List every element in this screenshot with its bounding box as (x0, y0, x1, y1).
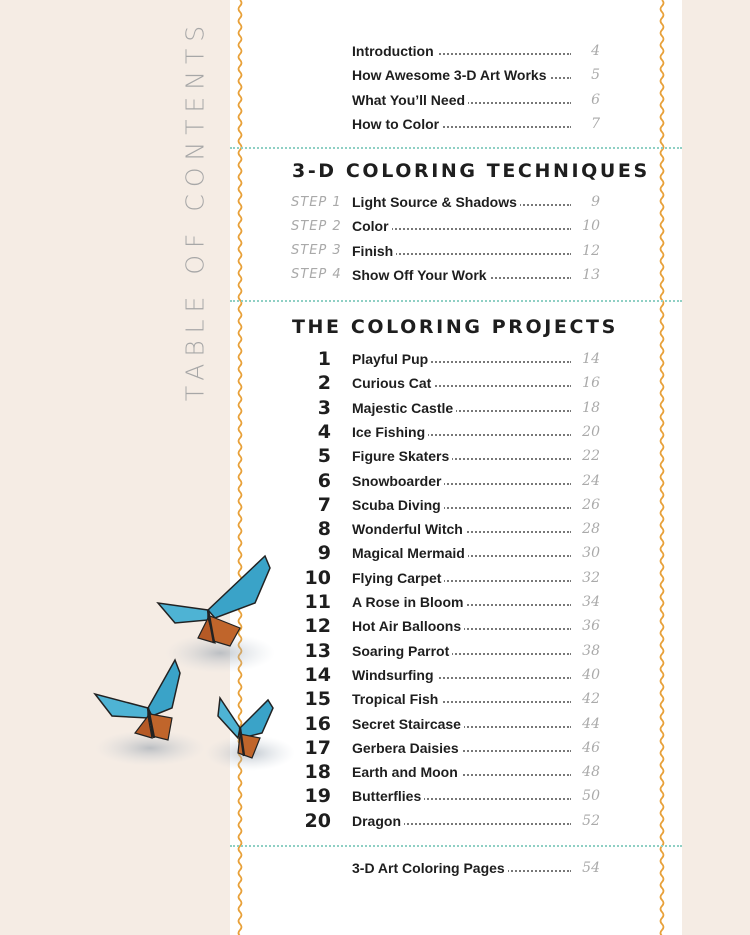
butterfly-left-icon (95, 660, 180, 740)
project-number: 13 (304, 639, 331, 662)
divider (230, 845, 682, 847)
toc-row[interactable] (290, 398, 600, 418)
page-number: 14 (571, 351, 600, 367)
entry-title: Windsurfing (352, 667, 437, 683)
project-number: 10 (304, 566, 331, 589)
entry-title: Earth and Moon (352, 764, 461, 780)
three-butterflies-icon (90, 548, 300, 798)
page-number: 40 (571, 667, 600, 683)
step-label: STEP 4 (291, 267, 342, 283)
entry-title: Flying Carpet (352, 570, 444, 586)
projects-heading: THE COLORING PROJECTS (292, 316, 618, 338)
toc-row[interactable] (290, 349, 600, 369)
entry-title: Figure Skaters (352, 448, 452, 464)
project-number: 11 (304, 591, 331, 613)
toc-row[interactable] (290, 114, 600, 134)
toc-row[interactable] (290, 373, 600, 393)
page-number: 12 (571, 243, 600, 259)
toc-row[interactable] (290, 90, 600, 110)
project-number: 2 (317, 372, 331, 395)
project-number: 18 (304, 761, 331, 784)
entry-title: Ice Fishing (352, 424, 428, 440)
toc-row[interactable] (290, 568, 600, 588)
step-label: STEP 3 (291, 243, 342, 259)
entry-title: Magical Mermaid (352, 545, 468, 561)
entry-title: A Rose in Bloom (352, 594, 467, 610)
toc-row[interactable] (290, 543, 600, 563)
page-number: 46 (571, 740, 600, 756)
toc-row[interactable] (290, 714, 600, 734)
page-number: 52 (571, 813, 600, 829)
toc-row[interactable] (290, 738, 600, 758)
entry-title: Scuba Diving (352, 497, 444, 513)
toc-row[interactable] (290, 265, 600, 285)
entry-title: Soaring Parrot (352, 643, 452, 659)
step-label: STEP 2 (291, 218, 342, 234)
divider (230, 147, 682, 149)
entry-title: Introduction (352, 43, 437, 59)
page-number: 9 (571, 194, 600, 210)
page-number: 18 (571, 400, 600, 416)
project-number: 1 (317, 348, 331, 370)
page-number: 6 (571, 92, 600, 108)
toc-row[interactable] (290, 592, 600, 612)
page-number: 54 (571, 860, 600, 876)
toc-row[interactable] (290, 665, 600, 685)
project-number: 7 (317, 493, 331, 516)
toc-row[interactable] (290, 41, 600, 61)
page-number: 30 (571, 545, 600, 561)
toc-row[interactable] (290, 786, 600, 806)
toc-row[interactable] (290, 616, 600, 636)
page-number: 48 (571, 764, 600, 780)
table-of-contents-label: TABLE OF CONTENTS (180, 18, 210, 402)
project-number: 19 (304, 785, 331, 808)
toc-row[interactable] (290, 689, 600, 709)
page-number: 36 (571, 618, 600, 634)
toc-row[interactable] (290, 422, 600, 442)
page-number: 22 (571, 448, 600, 464)
project-number: 3 (317, 396, 331, 419)
entry-title: Color (352, 218, 392, 234)
toc-row[interactable] (290, 641, 600, 661)
entry-title: Butterflies (352, 788, 424, 804)
techniques-heading: 3-D COLORING TECHNIQUES (292, 160, 650, 182)
project-number: 4 (317, 420, 331, 443)
toc-row[interactable] (290, 495, 600, 515)
entry-title: Majestic Castle (352, 400, 456, 416)
page-number: 16 (571, 375, 600, 391)
entry-title: How to Color (352, 116, 442, 132)
project-number: 16 (304, 712, 331, 735)
page-number: 24 (571, 473, 600, 489)
entry-title: Gerbera Daisies (352, 740, 462, 756)
entry-title: Wonderful Witch (352, 521, 466, 537)
project-number: 20 (304, 809, 331, 832)
project-number: 12 (304, 615, 331, 638)
entry-title: Snowboarder (352, 473, 444, 489)
butterfly-top-icon (158, 556, 270, 646)
toc-row[interactable] (290, 216, 600, 236)
toc-row[interactable] (290, 241, 600, 261)
toc-row[interactable] (290, 65, 600, 85)
page-number: 44 (571, 716, 600, 732)
project-number: 14 (304, 663, 331, 686)
page-number: 5 (571, 67, 600, 83)
toc-row[interactable] (290, 192, 600, 212)
page-number: 34 (571, 594, 600, 610)
page-number: 10 (571, 218, 600, 234)
entry-title: How Awesome 3-D Art Works (352, 67, 550, 83)
project-number: 5 (317, 445, 331, 468)
entry-title: Finish (352, 243, 396, 259)
divider (230, 300, 682, 302)
page-number: 26 (571, 497, 600, 513)
toc-row[interactable] (290, 811, 600, 831)
page-number: 42 (571, 691, 600, 707)
page-number: 28 (571, 521, 600, 537)
toc-row[interactable] (290, 519, 600, 539)
right-margin (682, 0, 750, 935)
step-label: STEP 1 (291, 194, 342, 210)
project-number: 6 (317, 469, 331, 492)
entry-title: Dragon (352, 813, 404, 829)
toc-row[interactable] (290, 762, 600, 782)
page-number: 7 (571, 116, 600, 132)
project-number: 8 (317, 518, 331, 541)
wavy-border-right (657, 0, 667, 935)
toc-row[interactable] (290, 471, 600, 491)
entry-title: Hot Air Balloons (352, 618, 464, 634)
entry-title: Show Off Your Work (352, 267, 490, 283)
page-number: 38 (571, 643, 600, 659)
project-number: 15 (304, 688, 331, 711)
toc-row[interactable] (290, 858, 600, 878)
entry-title: What You’ll Need (352, 92, 468, 108)
entry-title: Secret Staircase (352, 716, 464, 732)
project-number: 17 (304, 736, 331, 759)
project-number: 9 (317, 542, 331, 565)
page-number: 4 (571, 43, 600, 59)
entry-title: 3-D Art Coloring Pages (352, 860, 508, 876)
page-number: 50 (571, 788, 600, 804)
entry-title: Playful Pup (352, 351, 431, 367)
entry-title: Tropical Fish (352, 691, 441, 707)
toc-row[interactable] (290, 446, 600, 466)
entry-title: Curious Cat (352, 375, 434, 391)
page-number: 32 (571, 570, 600, 586)
page-number: 20 (571, 424, 600, 440)
entry-title: Light Source & Shadows (352, 194, 520, 210)
page-number: 13 (571, 267, 600, 283)
